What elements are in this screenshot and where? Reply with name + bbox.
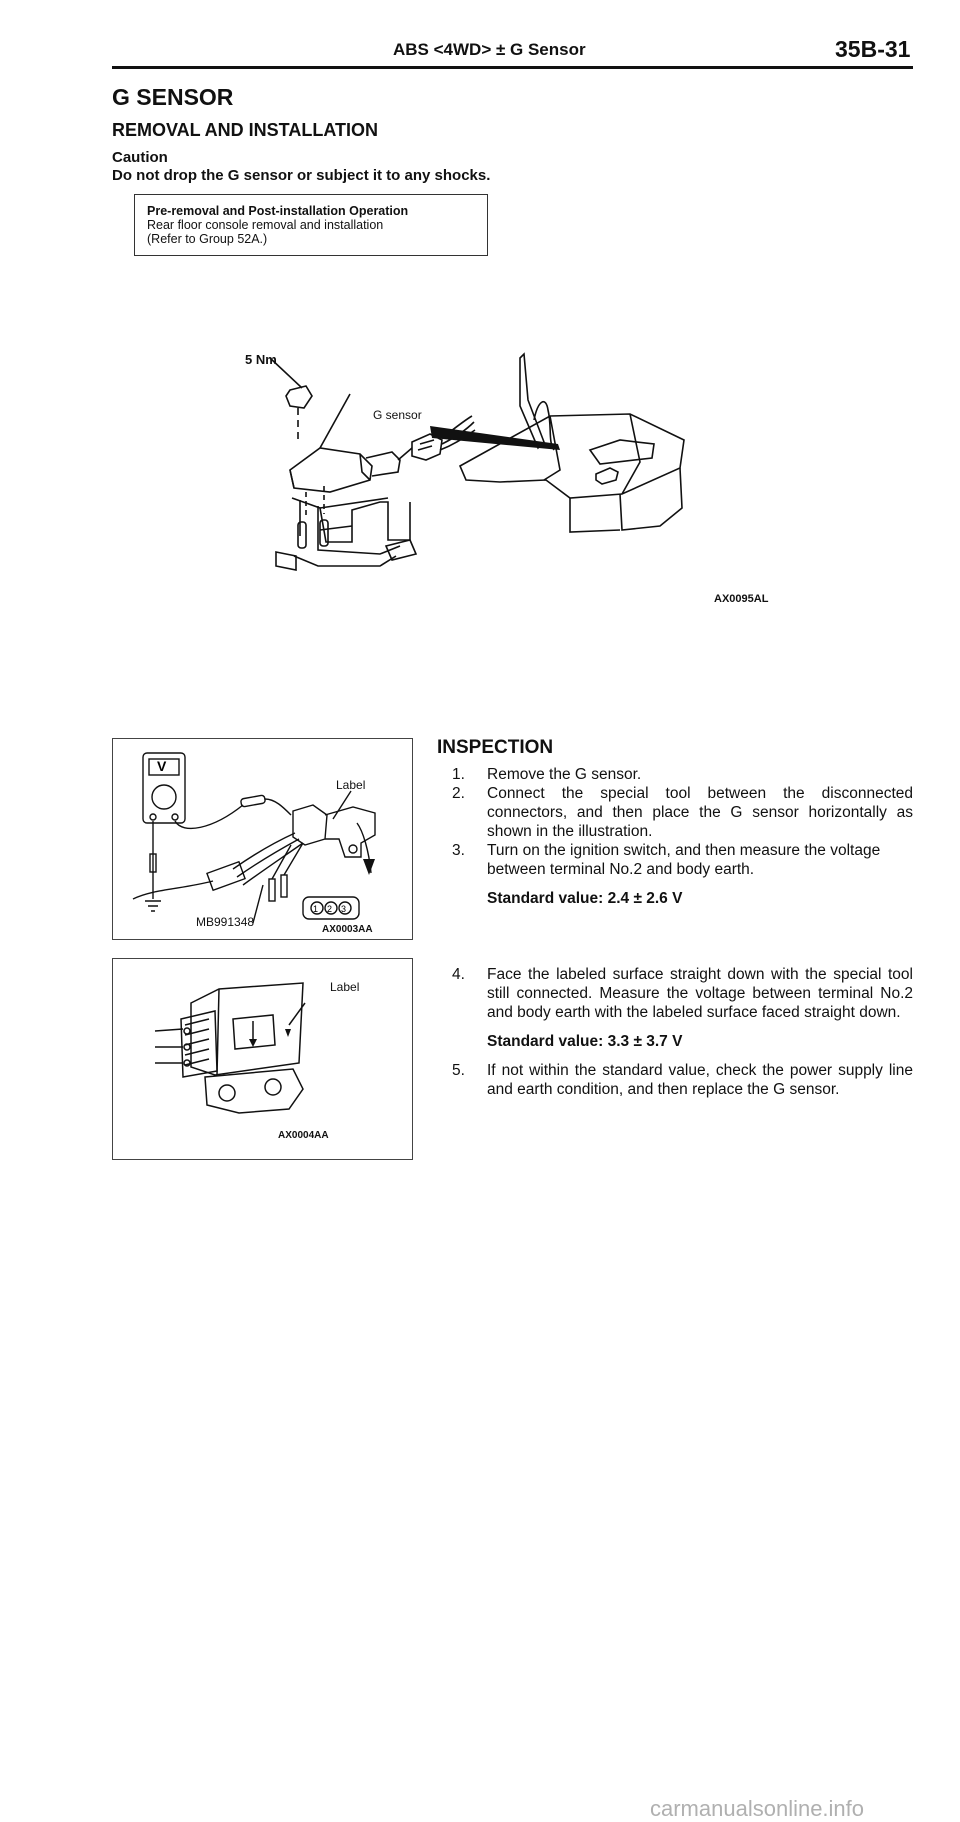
pre-operation-box [134, 194, 488, 256]
page-number: 35B-31 [835, 36, 911, 62]
figure-2-label-callout: Label [336, 778, 366, 792]
step-text: Turn on the ignition switch, and then measure the voltage between terminal No.2 and body earth. [487, 842, 881, 878]
figure-3-code: AX0004AA [278, 1130, 329, 1141]
standard-value-2: Standard value: 3.3 ± 3.7 V [487, 1033, 683, 1050]
caution-label: Caution [112, 149, 168, 166]
step-number: 2. [452, 785, 465, 802]
inspection-step [452, 784, 913, 841]
tool-number: MB991348 [196, 915, 255, 929]
header-title: ABS <4WD> ± G Sensor [393, 40, 586, 59]
step-number: 3. [452, 842, 465, 859]
inspection-step [452, 841, 913, 879]
figure-g-sensor-location [260, 330, 780, 600]
pre-operation-line-2: (Refer to Group 52A.) [147, 232, 268, 246]
torque-label: 5 Nm [245, 352, 277, 367]
figure-inspection-setup [112, 738, 413, 940]
pre-operation-title: Pre-removal and Post-installation Operation [147, 204, 409, 218]
figure-1-code: AX0095AL [714, 593, 769, 605]
inspection-step [452, 965, 913, 1022]
pin-2: 2 [327, 904, 333, 914]
section-title: G SENSOR [112, 84, 234, 110]
step-text: Remove the G sensor. [487, 766, 642, 783]
step-text: Face the labeled surface straight down with the special tool still connected. Measure the voltage between terminal No.2 and body earth with the labeled surface faced straight down. [487, 966, 913, 1021]
meter-v-glyph: V [157, 758, 167, 774]
inspection-steps-4-5 [452, 965, 913, 1099]
footer-watermark: carmanualsonline.info [650, 1796, 865, 1821]
step-text: If not within the standard value, check the power supply line and earth condition, and then replace the G sensor. [487, 1062, 913, 1098]
step-text: Connect the special tool between the disconnected connectors, and then place the G sensor horizontally as shown in the illustration. [487, 785, 913, 840]
inspection-step [452, 1061, 913, 1099]
caution-text: Do not drop the G sensor or subject it to any shocks. [112, 167, 491, 184]
inspection-step [452, 765, 913, 784]
g-sensor-callout: G sensor [373, 408, 422, 422]
step-number: 5. [452, 1062, 465, 1079]
section-subtitle: REMOVAL AND INSTALLATION [112, 120, 378, 140]
inspection-steps-1-3 [452, 765, 913, 908]
pre-operation-line-1: Rear floor console removal and installation [147, 218, 384, 232]
step-number: 4. [452, 966, 465, 983]
pin-3: 3 [341, 904, 347, 914]
pin-1: 1 [313, 904, 319, 914]
step-number: 1. [452, 766, 465, 783]
header-divider [112, 66, 913, 69]
figure-3-label-callout: Label [330, 980, 360, 994]
standard-value-1: Standard value: 2.4 ± 2.6 V [487, 890, 683, 907]
figure-labeled-surface-down [112, 958, 413, 1160]
inspection-title: INSPECTION [437, 737, 554, 758]
figure-2-code: AX0003AA [322, 924, 373, 935]
